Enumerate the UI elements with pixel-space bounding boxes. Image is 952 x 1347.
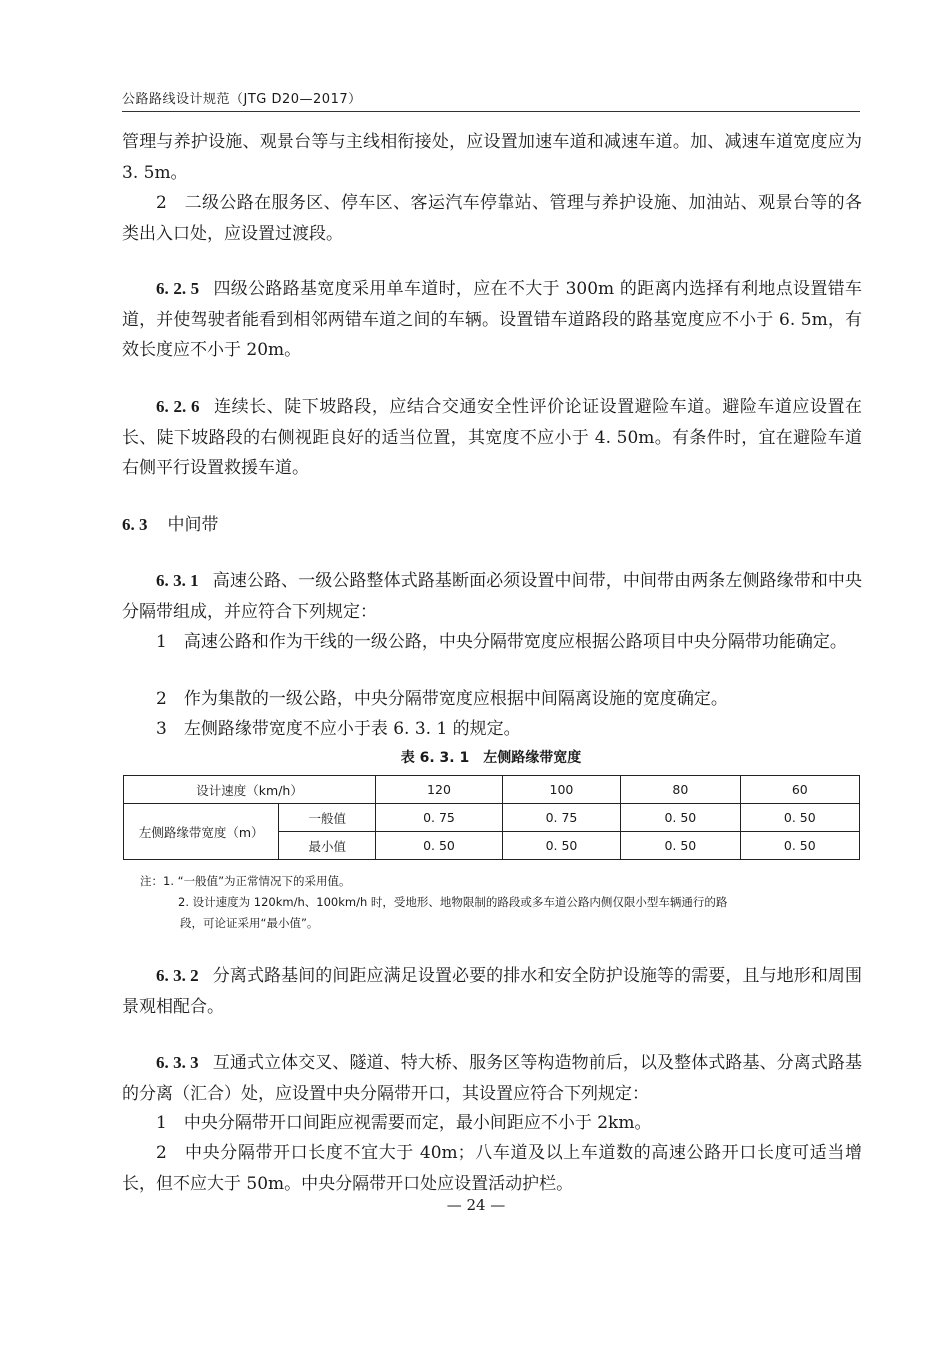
clause-6-3-3 bbox=[122, 1048, 862, 1109]
speed-cell: 80 bbox=[621, 776, 740, 804]
note-2: 2. 设计速度为 120km/h、100km/h 时，受地形、地物限制的路段或多车道公路内侧仅限小型车辆通行的路 bbox=[178, 895, 728, 909]
table-cell: 0. 50 bbox=[621, 804, 740, 832]
table-cell: 0. 50 bbox=[621, 832, 740, 860]
note-2-continued: 段，可论证采用“最小值”。 bbox=[180, 916, 319, 930]
curb-width-table bbox=[123, 775, 860, 860]
row-label: 最小值 bbox=[279, 832, 376, 860]
list-item-2: 2 二级公路在服务区、停车区、客运汽车停靠站、管理与养护设施、加油站、观景台等的各类出入口处，应设置过渡段。 bbox=[122, 193, 862, 244]
header-rule bbox=[122, 111, 860, 112]
clause-6-2-6 bbox=[122, 392, 862, 484]
continued-paragraph: 管理与养护设施、观景台等与主线相衔接处，应设置加速车道和减速车道。加、减速车道宽度应为 3. 5m。 bbox=[122, 132, 862, 183]
clause-6-3-2 bbox=[122, 961, 862, 1022]
clause-number: 6. 2. 6 bbox=[156, 397, 200, 416]
table-notes bbox=[140, 871, 862, 934]
clause-text: 连续长、陡下坡路段，应结合交通安全性评价论证设置避险车道。避险车道应设置在长、陡下坡路段的右侧视距良好的适当位置，其宽度不应小于 4. 50m。有条件时，宜在避险车道右侧平行设置救援车道。 bbox=[122, 397, 863, 478]
list-item-1: 1 高速公路和作为干线的一级公路，中央分隔带宽度应根据公路项目中央分隔带功能确定。 bbox=[156, 632, 847, 652]
table-header-row bbox=[124, 776, 860, 804]
clause-text: 互通式立体交叉、隧道、特大桥、服务区等构造物前后，以及整体式路基、分离式路基的分离（汇合）处，应设置中央分隔带开口，其设置应符合下列规定： bbox=[122, 1053, 863, 1104]
speed-cell: 100 bbox=[502, 776, 620, 804]
list-item-1: 1 中央分隔带开口间距应视需要而定，最小间距应不小于 2km。 bbox=[156, 1113, 652, 1133]
clause-6-2-5 bbox=[122, 274, 862, 366]
table-cell: 0. 50 bbox=[740, 832, 859, 860]
clause-text: 高速公路、一级公路整体式路基断面必须设置中间带，中间带由两条左侧路缘带和中央分隔带组成，并应符合下列规定： bbox=[122, 571, 863, 622]
row-group-label: 左侧路缘带宽度（m） bbox=[124, 804, 279, 860]
table-cell: 0. 50 bbox=[502, 832, 620, 860]
clause-number: 6. 3. 3 bbox=[156, 1053, 199, 1072]
header-cell: 设计速度（km/h） bbox=[124, 776, 376, 804]
running-header: 公路路线设计规范（JTG D20—2017） bbox=[122, 92, 362, 107]
table-cell: 0. 50 bbox=[376, 832, 503, 860]
table-cell: 0. 75 bbox=[376, 804, 503, 832]
clause-number: 6. 2. 5 bbox=[156, 279, 200, 298]
list-item-2: 2 作为集散的一级公路，中央分隔带宽度应根据中间隔离设施的宽度确定。 bbox=[156, 689, 728, 709]
note-1: 注：1. “一般值”为正常情况下的采用值。 bbox=[140, 874, 351, 888]
section-heading-6-3 bbox=[122, 510, 219, 535]
speed-cell: 60 bbox=[740, 776, 859, 804]
clause-number: 6. 3. 1 bbox=[156, 571, 199, 590]
table-caption: 表 6. 3. 1 左侧路缘带宽度 bbox=[400, 750, 582, 766]
list-item-2: 2 中央分隔带开口长度不宜大于 40m；八车道及以上车道数的高速公路开口长度可适当增长，但不应大于 50m。中央分隔带开口处应设置活动护栏。 bbox=[122, 1143, 862, 1194]
page-number: — 24 — bbox=[446, 1196, 506, 1214]
row-label: 一般值 bbox=[279, 804, 376, 832]
section-number: 6. 3 bbox=[122, 515, 148, 534]
clause-text: 分离式路基间的间距应满足设置必要的排水和安全防护设施等的需要，且与地形和周围景观相配合。 bbox=[122, 966, 863, 1017]
section-title: 中间带 bbox=[167, 515, 219, 535]
speed-cell: 120 bbox=[376, 776, 503, 804]
clause-6-3-1 bbox=[122, 566, 862, 627]
clause-number: 6. 3. 2 bbox=[156, 966, 199, 985]
clause-text: 四级公路路基宽度采用单车道时，应在不大于 300m 的距离内选择有利地点设置错车道，并使驾驶者能看到相邻两错车道之间的车辆。设置错车道路段的路基宽度应不小于 6. 5m，有效长度应不小于 20m。 bbox=[122, 279, 863, 360]
table-cell: 0. 75 bbox=[502, 804, 620, 832]
table-row bbox=[124, 804, 860, 832]
list-item-3: 3 左侧路缘带宽度不应小于表 6. 3. 1 的规定。 bbox=[156, 719, 521, 739]
table-cell: 0. 50 bbox=[740, 804, 859, 832]
